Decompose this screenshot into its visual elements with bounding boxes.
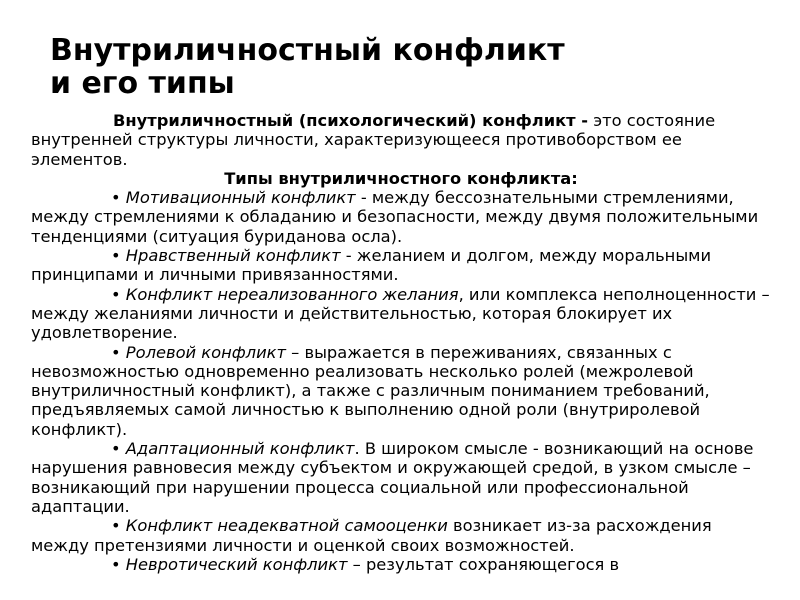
list-item [31,246,771,285]
definition-term: Внутриличностный (психологический) конфликт - [113,111,589,130]
bullet-icon: • [111,516,121,536]
bullet-icon: • [111,188,121,208]
bullet-icon: • [111,439,121,459]
item-text: , или комплекса неполноценности – между желаниями личности и действительностью, которая блокирует их удовлетворение. [31,284,770,343]
item-term: Адаптационный конфликт [125,439,355,459]
list-item [31,516,771,555]
bullet-icon: • [111,342,121,362]
item-text: . В широком смысле - возникающий на основе нарушения равновесия между субъектом и окружающей средой, в узком смысле – возникающий при нарушении процесса социальной или профессиональной адаптации. [31,439,754,516]
item-text: - желанием и долгом, между моральными принципами и личными привязанностями. [31,246,712,285]
item-term: Мотивационный конфликт [125,188,356,208]
bullet-icon: • [111,554,121,574]
list-item [31,555,771,574]
types-heading: Типы внутриличностного конфликта: [224,168,578,188]
slide-title-line2: и его типы [50,66,235,101]
item-term: Ролевой конфликт [125,342,286,362]
item-term: Конфликт нереализованного желания [125,284,459,304]
item-text: – выражается в переживаниях, связанных с невозможностью одновременно реализовать несколько ролей (межролевой внутриличностный конфликт), а также с различным пониманием требований, предъявляемых самой личностью к выполнению одной роли (внутриролевой конфликт). [31,342,710,439]
list-item [31,343,771,439]
bullet-icon: • [111,246,121,266]
list-item [31,439,771,516]
slide-body [31,111,771,574]
slide-title [50,34,770,100]
item-text: – результат сохраняющегося в [347,554,620,574]
bullet-icon: • [111,284,121,304]
list-item [31,188,771,246]
definition-paragraph [31,111,771,169]
definition-text: это состояние внутренней структуры личности, характеризующееся противоборством ее элементов. [31,111,716,169]
item-term: Невротический конфликт [125,554,348,574]
list-item [31,285,771,343]
item-text: возникает из-за расхождения между претензиями личности и оценкой своих возможностей. [31,516,712,555]
slide-title-line1: Внутриличностный конфликт [50,33,565,68]
item-text: - между бессознательными стремлениями, между стремлениями к обладанию и безопасности, между двумя положительными тенденциями (ситуация буриданова осла). [31,188,759,246]
item-term: Конфликт неадекватной самооценки [125,516,448,536]
item-term: Нравственный конфликт [125,246,341,266]
